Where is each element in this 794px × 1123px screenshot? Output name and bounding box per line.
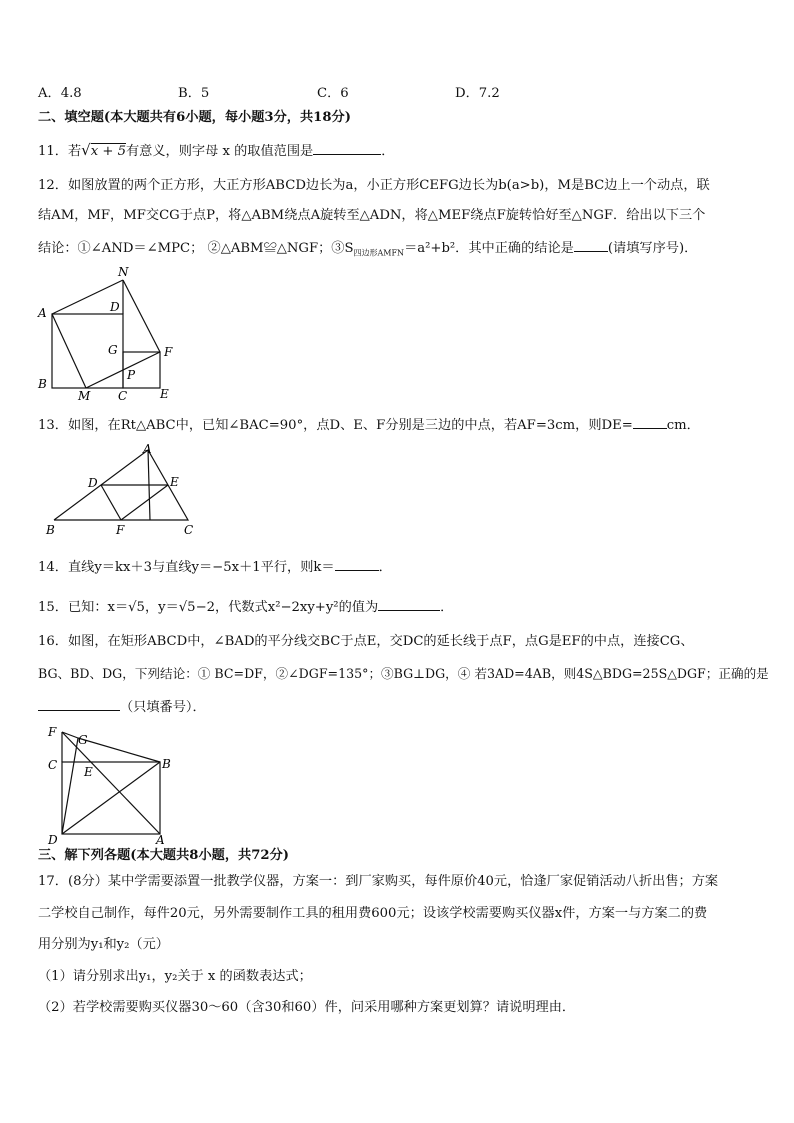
q12-line1: 12．如图放置的两个正方形，大正方形ABCD边长为a，小正方形CEFG边长为b(a>b)，M是BC边上一个动点，联	[38, 178, 710, 193]
q15-blank[interactable]	[378, 596, 440, 611]
q15-end: ．	[440, 600, 454, 615]
label-F: F	[164, 345, 173, 359]
option-b: B．5	[178, 86, 210, 101]
q17-line3: 用分别为y₁和y₂（元）	[38, 937, 169, 952]
q12-blank[interactable]	[574, 237, 608, 252]
option-d: D．7.2	[455, 86, 500, 101]
q11-suffix: 有意义，则字母 x 的取值范围是	[125, 144, 314, 159]
label-B: B	[38, 377, 47, 391]
question-15	[38, 596, 453, 618]
q16-blank[interactable]	[38, 696, 120, 711]
label-E: E	[170, 475, 179, 489]
q16-line3-text: （只填番号）．	[120, 700, 206, 715]
label-F: F	[116, 523, 125, 537]
label-C: C	[184, 523, 194, 537]
q14-text: 14．直线y＝kx＋3与直线y＝−5x＋1平行，则k＝	[38, 560, 335, 575]
q12-area-subscript: 四边形AMFN	[353, 248, 405, 258]
label-C: C	[118, 389, 128, 403]
q13-blank[interactable]	[633, 414, 667, 429]
q17-sub1: （1）请分别求出y₁，y₂关于 x 的函数表达式；	[38, 969, 312, 984]
q17-line2: 二学校自己制作，每件20元，另外需要制作工具的租用费600元；设该学校需要购买仪器x件，方案一与方案二的费	[38, 906, 708, 921]
option-c: C．6	[317, 86, 349, 101]
label-N: N	[118, 265, 129, 279]
label-B: B	[46, 523, 55, 537]
label-A: A	[156, 833, 165, 846]
q11-radicand: x + 5	[90, 144, 126, 159]
q13-text: 13．如图，在Rt△ABC中，已知∠BAC=90°，点D、E、F分别是三边的中点，若AF=3cm，则DE=	[38, 418, 633, 433]
label-F: F	[48, 725, 57, 739]
q12-line2: 结AM，MF，MF交CG于点P，将△ABM绕点A旋转至△ADN，将△MEF绕点F旋转恰好至△NGF．给出以下三个	[38, 208, 706, 223]
section-2-heading: 二、填空题(本大题共有6小题，每小题3分，共18分)	[38, 110, 351, 125]
q14-blank[interactable]	[335, 556, 379, 571]
label-G: G	[78, 733, 88, 747]
q11-prefix: 11．若	[38, 144, 82, 159]
option-a: A．4.8	[38, 86, 82, 101]
label-C: C	[48, 758, 58, 772]
sqrt-symbol: √	[81, 141, 91, 159]
label-M: M	[78, 389, 91, 403]
q17-sub2: （2）若学校需要购买仪器30～60（含30和60）件，问采用哪种方案更划算？请说明理由．	[38, 1000, 576, 1015]
q17-line1: 17．(8分）某中学需要添置一批教学仪器，方案一：到厂家购买，每件原价40元，恰逢厂家促销活动八折出售；方案	[38, 874, 719, 889]
q16-line3	[38, 696, 206, 718]
label-A: A	[143, 442, 152, 456]
q14-end: ．	[378, 560, 392, 575]
label-B: B	[162, 757, 171, 771]
question-13	[38, 414, 700, 436]
q11-end: ．	[381, 144, 395, 159]
section-3-heading: 三、解下列各题(本大题共8小题，共72分)	[38, 848, 290, 863]
label-D: D	[88, 476, 98, 490]
question-11	[38, 140, 394, 162]
label-G: G	[108, 343, 118, 357]
figure-13	[40, 440, 200, 538]
q15-text: 15．已知：x＝√5，y＝√5−2，代数式x²−2xy+y²的值为	[38, 600, 379, 615]
label-D: D	[110, 300, 120, 314]
q12-line3	[38, 237, 697, 264]
label-E: E	[160, 387, 169, 401]
q16-line1: 16．如图，在矩形ABCD中，∠BAD的平分线交BC于点E，交DC的延长线于点F，点G是EF的中点，连接CG、	[38, 634, 694, 649]
q12-line3a: 结论：①∠AND＝∠MPC； ②△ABM≌△NGF；③S	[38, 241, 354, 256]
label-A: A	[38, 306, 47, 320]
q12-line3b: ＝a²+b²．其中正确的结论是	[404, 241, 574, 256]
q11-blank[interactable]	[313, 140, 381, 155]
label-D: D	[48, 833, 58, 846]
figure-16	[42, 722, 178, 846]
question-14	[38, 556, 392, 578]
q12-line3end: (请填写序号)．	[607, 241, 698, 256]
q16-line2: BG、BD、DG，下列结论：① BC=DF，②∠DGF=135°；③BG⊥DG，④ 若3AD=4AB，则4S△BDG=25S△DGF；正确的是	[38, 666, 769, 681]
q13-end: cm．	[666, 418, 700, 433]
label-E: E	[84, 765, 93, 779]
label-P: P	[127, 368, 136, 382]
figure-12	[34, 262, 184, 404]
